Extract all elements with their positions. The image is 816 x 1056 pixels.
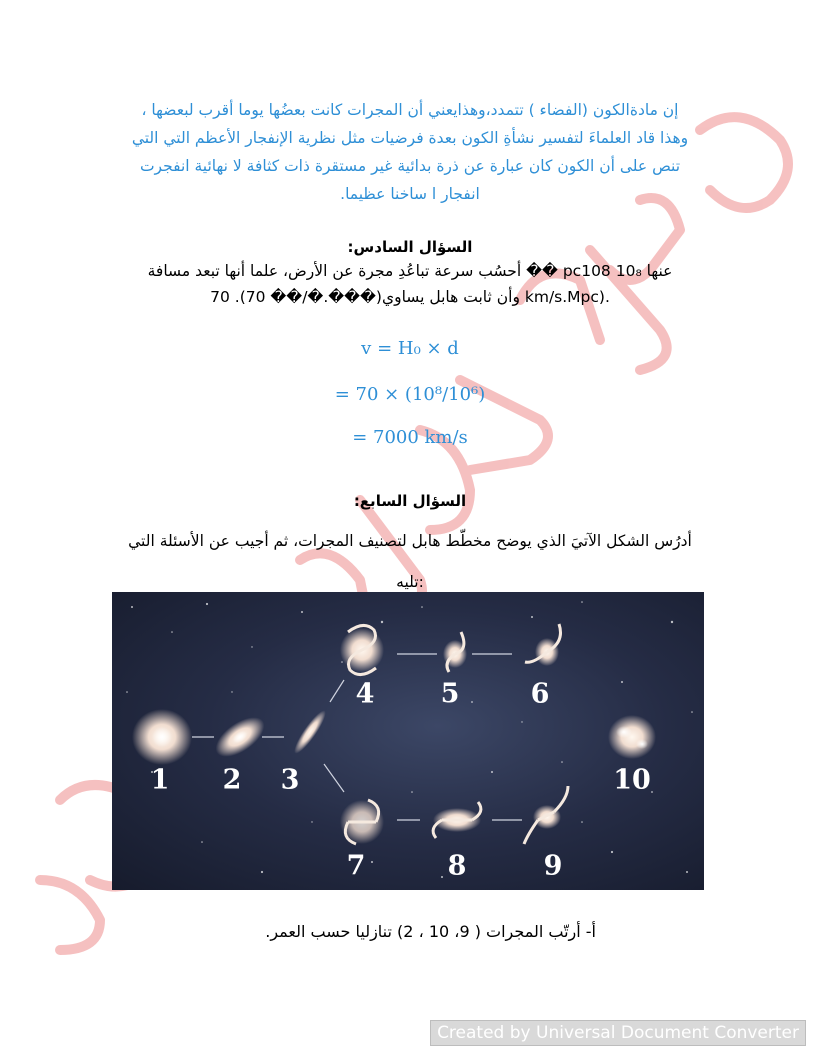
intro-line-3: تنص على أن الكون كان عبارة عن ذرة بدائية غير مستقرة ذات كثافة لا نهائية انفجرت [139, 157, 681, 175]
galaxy-label-8: 8 [447, 850, 467, 882]
question-7-text [96, 528, 724, 596]
question-6 [96, 236, 724, 310]
question-6-text [96, 258, 724, 310]
converter-footer-badge: Created by Universal Document Converter [430, 1020, 806, 1046]
intro-paragraph [96, 96, 724, 208]
answer-a-line: أ- أرتّب المجرات ( 9، 10 ، 2) تنازليا حسب العمر. [265, 922, 596, 941]
question-6-line-1: أحسُب سرعة تباعُدِ مجرة عن الأرض، علما أنها تبعد مسافة �� pc108 10₈ عنها [147, 262, 673, 280]
galaxy-3-lenticular [290, 707, 330, 756]
galaxy-label-3: 3 [280, 764, 300, 796]
watermark-text: المعلم الالكتروني الشامل [0, 0, 11, 1]
question-6-heading: السؤال السادس: [347, 238, 473, 256]
equation-3: = 7000 km/s [352, 427, 468, 448]
galaxy-1-elliptical [132, 709, 192, 765]
galaxy-label-5: 5 [440, 678, 460, 710]
equation-2: = 70 × (10⁸/10⁶) [334, 384, 486, 405]
question-6-line-2: وأن ثابت هابل يساوي(���.�/�� 70). 70 km/s.Mpc). [210, 288, 610, 306]
galaxy-2-elliptical [209, 709, 271, 764]
galaxy-label-6: 6 [530, 678, 550, 710]
galaxy-label-9: 9 [543, 850, 563, 882]
question-7-heading: السؤال السابع: [353, 492, 467, 510]
galaxy-8-barred-spiral [433, 802, 481, 838]
galaxy-6-spiral [525, 624, 561, 666]
intro-line-4: انفجار ا ساخنا عظيما. [340, 185, 480, 203]
galaxy-diagram-art [112, 592, 704, 890]
galaxy-label-7: 7 [346, 850, 366, 882]
question-7-line-1: أدرُس الشكل الآتيَ الذي يوضح مخطّط هابل لتصنيف المجرات، ثم أجيب عن الأسئلة التي [128, 531, 692, 550]
galaxy-7-barred-spiral [340, 800, 384, 844]
intro-line-1: إن مادةالكون (الفضاء ) تتمدد،وهذايعني أن المجرات كانت بعضُها يوما أقرب لبعضها ، [141, 101, 679, 119]
galaxy-4-spiral [340, 625, 384, 674]
intro-line-2: وهذا قاد العلماءَ لتفسير نشأةِ الكون بعدة فرضيات مثل نظرية الإنفجار الأعظم التي التي [131, 129, 689, 147]
question-7-line-2: تليه: [396, 573, 424, 591]
galaxy-10-irregular [608, 715, 656, 759]
galaxy-label-4: 4 [355, 678, 375, 710]
galaxy-5-spiral [443, 632, 467, 672]
hubble-tuning-fork-diagram [112, 592, 704, 890]
galaxy-label-10: 10 [613, 764, 651, 796]
equation-1: v = H₀ × d [361, 338, 459, 359]
galaxy-9-barred-spiral [524, 786, 568, 844]
galaxy-label-1: 1 [150, 764, 170, 796]
starfield [126, 601, 693, 878]
galaxy-label-2: 2 [222, 764, 242, 796]
